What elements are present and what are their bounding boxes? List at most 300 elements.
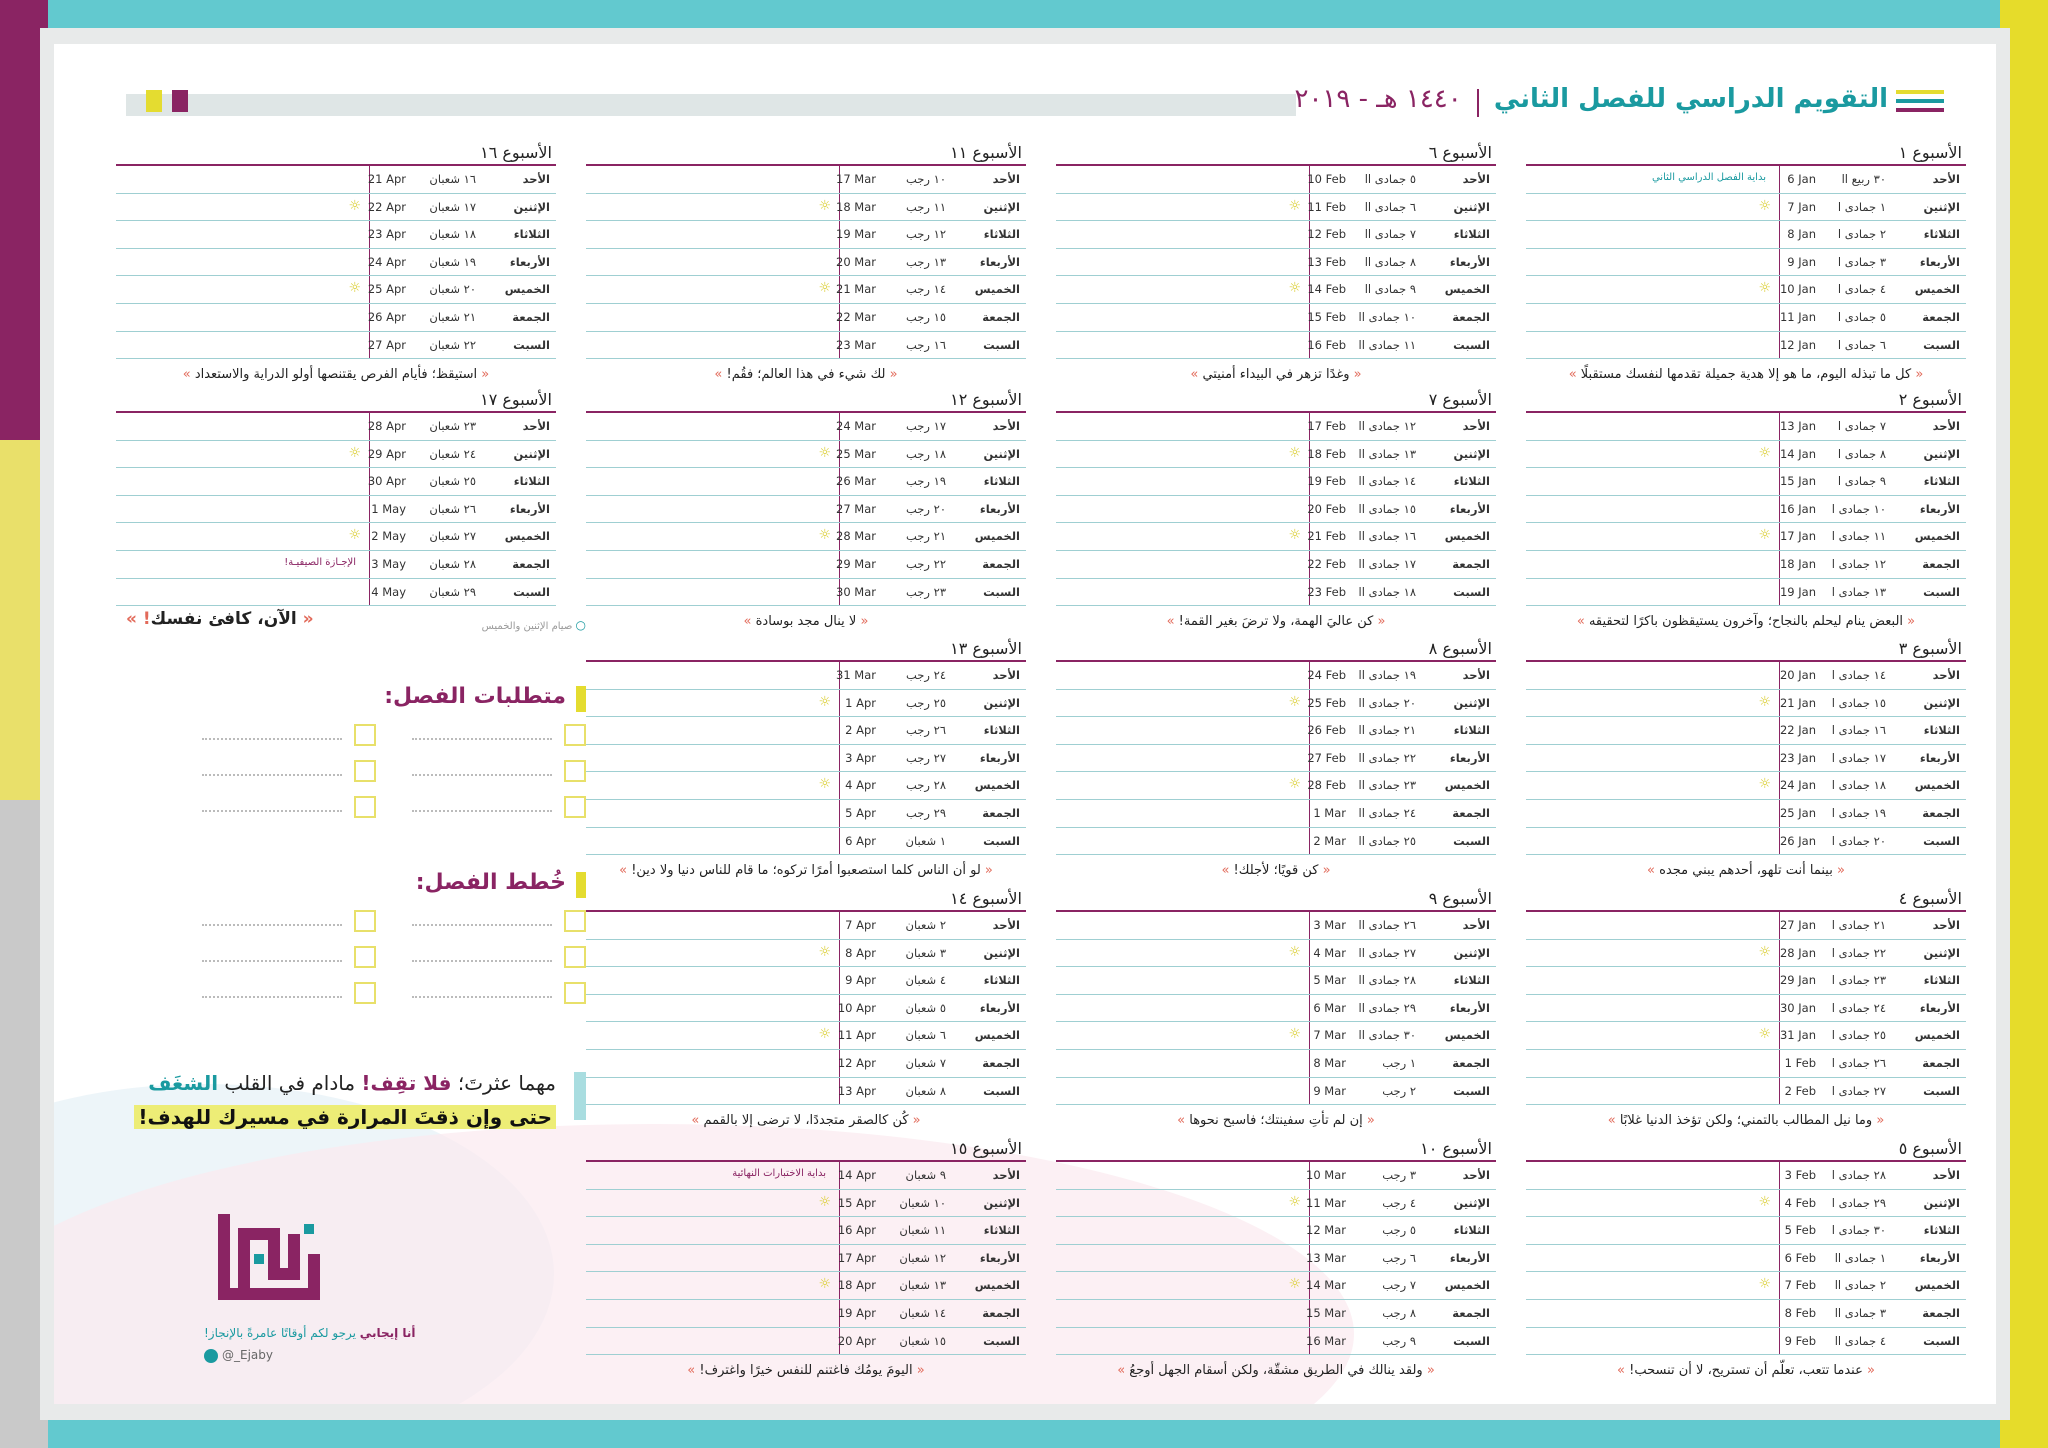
column-divider — [839, 940, 840, 967]
hijri-date: ٢٩ شعبان — [429, 584, 476, 599]
gregorian-date: 21 Jan — [1779, 695, 1816, 710]
gregorian-date: 8 Apr — [845, 945, 876, 960]
hijri-date: ٢٣ رجب — [906, 584, 946, 599]
day-row — [1056, 523, 1496, 551]
day-row — [1526, 1272, 1966, 1300]
motto-part: مهما عثرتَ؛ — [457, 1071, 556, 1095]
hijri-date: ٩ شعبان — [905, 1168, 946, 1182]
day-row — [116, 441, 556, 469]
gregorian-date: 20 Mar — [836, 254, 876, 269]
hijri-date: ٩ جمادى ll — [1364, 282, 1416, 297]
week-quote — [1526, 1113, 1966, 1131]
hijri-date: ٢٧ رجب — [906, 750, 946, 765]
quote-mark: » — [1190, 367, 1203, 383]
column-divider — [1779, 221, 1780, 248]
hijri-date: ١٦ جمادى l — [1831, 723, 1886, 738]
fasting-sun-icon: ☼ — [818, 1276, 831, 1293]
column-divider — [1779, 1217, 1780, 1244]
motto-text — [126, 1066, 586, 1134]
column-divider — [1779, 249, 1780, 276]
quote-mark: « — [908, 1113, 921, 1129]
hijri-date: ٣ رجب — [1382, 1168, 1416, 1182]
fasting-sun-icon: ☼ — [818, 197, 831, 214]
hijri-date: ٨ شعبان — [905, 1083, 946, 1098]
gregorian-date: 8 Jan — [1787, 227, 1816, 242]
column-divider — [1779, 1272, 1780, 1299]
day-name: الثلاثاء — [1453, 723, 1490, 738]
gregorian-date: 2 Mar — [1313, 833, 1346, 848]
day-row — [1526, 523, 1966, 551]
day-name: الثلاثاء — [983, 1223, 1020, 1238]
dotted-line — [202, 960, 342, 962]
hijri-date: ٣٠ جمادى ll — [1358, 1028, 1416, 1043]
day-row — [586, 1328, 1026, 1356]
gregorian-date: 21 Feb — [1307, 529, 1346, 544]
day-name: الخميس — [1914, 282, 1960, 297]
day-name: الخميس — [974, 282, 1020, 297]
checkbox[interactable] — [354, 724, 376, 746]
gregorian-date: 6 Feb — [1784, 1250, 1816, 1265]
title-separator — [1477, 89, 1479, 117]
day-name: الثلاثاء — [1923, 474, 1960, 489]
hijri-date: ٢١ جمادى l — [1831, 918, 1886, 932]
gregorian-date: 2 May — [371, 529, 406, 544]
gregorian-date: 27 Jan — [1779, 918, 1816, 932]
slogan-b: ! — [142, 609, 151, 629]
day-row — [1056, 1078, 1496, 1106]
day-row — [116, 413, 556, 441]
quote-text: استيقظ؛ فأيام الفرص يقتنصها أولو الدراية والاستعداد — [194, 367, 478, 383]
quote-mark: « — [1911, 367, 1924, 383]
title-year: ١٤٤٠ هـ - ٢٠١٩ — [1294, 84, 1462, 114]
section-bar — [576, 872, 586, 898]
hijri-date: ١١ جمادى ll — [1358, 337, 1416, 352]
day-row — [1056, 221, 1496, 249]
column-divider — [1309, 800, 1310, 827]
column-divider — [1779, 166, 1780, 193]
dotted-line — [202, 996, 342, 998]
fasting-sun-icon: ☼ — [348, 444, 361, 461]
fasting-sun-icon: ☼ — [818, 280, 831, 297]
quote-mark: » — [1177, 1113, 1190, 1129]
day-name: الإثنين — [983, 199, 1020, 214]
circle-icon: ○ — [575, 618, 586, 632]
fasting-sun-icon: ☼ — [818, 1026, 831, 1043]
day-name: الإثنين — [1453, 695, 1490, 710]
day-row — [1526, 1300, 1966, 1328]
hijri-date: ٢٢ رجب — [906, 556, 946, 571]
gregorian-date: 28 Feb — [1307, 778, 1346, 793]
column-divider — [839, 717, 840, 744]
day-row — [586, 1050, 1026, 1078]
day-row — [1526, 995, 1966, 1023]
reward-slogan — [126, 609, 586, 629]
day-name: الأحد — [992, 668, 1020, 682]
day-row — [586, 690, 1026, 718]
day-name: الأربعاء — [979, 1000, 1020, 1015]
day-name: الأربعاء — [1919, 254, 1960, 269]
hijri-date: ٤ جمادى l — [1837, 282, 1886, 297]
checkbox[interactable] — [564, 760, 586, 782]
quote-text: وغدًا تزهر في البيداء أمنيتي — [1202, 367, 1350, 383]
gregorian-date: 24 Jan — [1779, 778, 1816, 793]
day-row — [586, 304, 1026, 332]
day-row — [1056, 579, 1496, 607]
hijri-date: ٢٧ جمادى ll — [1358, 945, 1416, 960]
day-name: الجمعة — [1452, 309, 1490, 324]
fasting-sun-icon: ☼ — [1758, 776, 1771, 793]
day-row — [1056, 1300, 1496, 1328]
quote-mark: « — [912, 1363, 925, 1379]
day-name: الأربعاء — [979, 254, 1020, 269]
week-block — [1056, 389, 1496, 632]
day-row — [586, 940, 1026, 968]
hijri-date: ٢١ جمادى ll — [1358, 723, 1416, 738]
column-divider — [369, 523, 370, 550]
quote-mark: « — [1422, 1363, 1435, 1379]
week-quote — [586, 367, 1026, 385]
day-name: الأربعاء — [1449, 501, 1490, 516]
day-name: الأحد — [1462, 668, 1490, 682]
day-name: الخميس — [1444, 1278, 1490, 1293]
day-row — [1056, 1050, 1496, 1078]
day-row — [1526, 662, 1966, 690]
day-row — [116, 496, 556, 524]
day-name: الإثنين — [983, 446, 1020, 461]
column-divider — [369, 496, 370, 523]
quote-mark: « — [302, 609, 314, 629]
week-quote — [1056, 863, 1496, 881]
motto-line-2: حتى وإن ذقتَ المرارة في مسيرك للهدف! — [134, 1105, 556, 1129]
gregorian-date: 1 May — [371, 501, 406, 516]
gregorian-date: 7 Mar — [1313, 1028, 1346, 1043]
day-row — [116, 221, 556, 249]
column-divider — [1779, 1050, 1780, 1077]
hijri-date: ١٥ رجب — [906, 309, 946, 324]
day-name: الخميس — [974, 1028, 1020, 1043]
hijri-date: ١٤ شعبان — [899, 1305, 946, 1320]
quote-text: عندما تتعب، تعلّم أن تستريح، لا أن تنسحب! — [1629, 1363, 1863, 1379]
gregorian-date: 13 Mar — [1306, 1250, 1346, 1265]
slogan-a: الآن، كافئ نفسك — [150, 609, 297, 629]
fasting-sun-icon: ☼ — [1288, 943, 1301, 960]
gregorian-date: 14 Feb — [1307, 282, 1346, 297]
quote-mark: « — [1903, 614, 1916, 630]
week-quote — [1056, 614, 1496, 632]
plans-title: خُطط الفصل: — [415, 870, 566, 895]
fasting-sun-icon: ☼ — [348, 527, 361, 544]
gregorian-date: 7 Jan — [1787, 199, 1816, 214]
gregorian-date: 26 Jan — [1779, 833, 1816, 848]
day-row — [586, 1217, 1026, 1245]
hijri-date: ٤ شعبان — [905, 973, 946, 988]
gregorian-date: 2 Feb — [1784, 1083, 1816, 1098]
day-name: الأربعاء — [1919, 1250, 1960, 1265]
day-name: الأربعاء — [1449, 254, 1490, 269]
gregorian-date: 22 Apr — [367, 199, 406, 214]
hijri-date: ٢٨ شعبان — [429, 556, 476, 571]
day-row — [1526, 1078, 1966, 1106]
day-row — [1526, 332, 1966, 360]
motto-part: الشغَف — [148, 1071, 219, 1095]
day-name: الإثنين — [1453, 945, 1490, 960]
day-row — [586, 717, 1026, 745]
calendar-sheet — [54, 44, 1996, 1404]
day-row — [1056, 1272, 1496, 1300]
week-quote — [1056, 1363, 1496, 1381]
checkbox[interactable] — [354, 796, 376, 818]
gregorian-date: 26 Feb — [1307, 723, 1346, 738]
hijri-date: ٨ رجب — [1382, 1305, 1416, 1320]
gregorian-date: 5 Apr — [845, 805, 876, 820]
column-divider — [839, 690, 840, 717]
day-row — [586, 1300, 1026, 1328]
gregorian-date: 9 Mar — [1313, 1083, 1346, 1098]
checkbox[interactable] — [564, 724, 586, 746]
gregorian-date: 26 Apr — [367, 309, 406, 324]
day-name: الأربعاء — [1919, 750, 1960, 765]
gregorian-date: 23 Jan — [1779, 750, 1816, 765]
fasting-sun-icon: ☼ — [818, 693, 831, 710]
day-name: الأربعاء — [1449, 1250, 1490, 1265]
day-name: الثلاثاء — [983, 973, 1020, 988]
day-row — [586, 772, 1026, 800]
quote-mark: » — [1647, 863, 1660, 879]
quote-mark: » — [1166, 614, 1179, 630]
hijri-date: ١١ شعبان — [899, 1223, 946, 1238]
day-name: الأربعاء — [979, 1250, 1020, 1265]
quote-text: لك شيء في هذا العالم؛ فقُم! — [726, 367, 886, 383]
day-name: الإثنين — [983, 945, 1020, 960]
gregorian-date: 22 Jan — [1779, 723, 1816, 738]
fasting-sun-icon: ☼ — [1288, 1026, 1301, 1043]
day-row — [1526, 194, 1966, 222]
day-name: الخميس — [1444, 778, 1490, 793]
gregorian-date: 5 Mar — [1313, 973, 1346, 988]
hijri-date: ١٢ رجب — [906, 227, 946, 242]
day-name: الإثنين — [1923, 695, 1960, 710]
day-row — [1526, 1190, 1966, 1218]
gregorian-date: 30 Apr — [367, 474, 406, 489]
day-row — [586, 1245, 1026, 1273]
hijri-date: ١٠ شعبان — [899, 1195, 946, 1210]
day-name: السبت — [1453, 584, 1490, 599]
fasting-sun-icon: ☼ — [1758, 280, 1771, 297]
day-name: الخميس — [974, 778, 1020, 793]
hijri-date: ١٤ جمادى l — [1831, 668, 1886, 682]
day-name: الإثنين — [983, 695, 1020, 710]
column-divider — [1309, 828, 1310, 855]
gregorian-date: 15 Apr — [837, 1195, 876, 1210]
gregorian-date: 31 Jan — [1779, 1028, 1816, 1043]
gregorian-date: 28 Jan — [1779, 945, 1816, 960]
day-row — [1526, 772, 1966, 800]
day-row — [116, 332, 556, 360]
day-row — [1526, 1328, 1966, 1356]
handle-text: @_Ejaby — [222, 1348, 273, 1362]
gregorian-date: 13 Feb — [1307, 254, 1346, 269]
week-block — [586, 638, 1026, 881]
hijri-date: ١٩ رجب — [906, 474, 946, 489]
week-block — [1056, 888, 1496, 1131]
column-divider — [1309, 912, 1310, 939]
day-name: السبت — [1923, 833, 1960, 848]
hijri-date: ٢٥ رجب — [906, 695, 946, 710]
hijri-date: ٢٤ شعبان — [429, 446, 476, 461]
fasting-sun-icon: ☼ — [818, 776, 831, 793]
hijri-date: ١٨ رجب — [906, 446, 946, 461]
day-row — [1526, 828, 1966, 856]
hijri-date: ٢٠ رجب — [906, 501, 946, 516]
quote-mark: « — [1362, 1113, 1375, 1129]
page-title — [1294, 84, 1888, 117]
checkbox[interactable] — [564, 796, 586, 818]
checkbox[interactable] — [354, 760, 376, 782]
day-name: الثلاثاء — [1453, 474, 1490, 489]
hijri-date: ١٥ جمادى l — [1831, 695, 1886, 710]
hijri-date: ١٥ شعبان — [899, 1333, 946, 1348]
checkbox[interactable] — [564, 910, 586, 932]
fasting-note-text: صيام الإثنين والخميس — [481, 621, 573, 632]
gregorian-date: 9 Apr — [845, 973, 876, 988]
day-row — [586, 745, 1026, 773]
day-name: الجمعة — [1452, 805, 1490, 820]
quote-mark: » — [1117, 1363, 1130, 1379]
day-name: الأربعاء — [1919, 501, 1960, 516]
event-note: بداية الفصل الدراسي الثاني — [1651, 172, 1766, 183]
column-divider — [1779, 1078, 1780, 1105]
checkbox[interactable] — [564, 982, 586, 1004]
hijri-date: ١٠ جمادى l — [1831, 501, 1886, 516]
day-row — [1056, 166, 1496, 194]
hijri-date: ٢٢ جمادى ll — [1358, 750, 1416, 765]
hijri-date: ١٩ جمادى ll — [1358, 668, 1416, 682]
day-name: الأحد — [1932, 1168, 1960, 1182]
fasting-sun-icon: ☼ — [1758, 1276, 1771, 1293]
hijri-date: ١٤ جمادى ll — [1358, 474, 1416, 489]
checkbox[interactable] — [564, 946, 586, 968]
quote-text: كن قويًا؛ لأجلك! — [1233, 863, 1319, 879]
twitter-handle[interactable] — [204, 1348, 273, 1363]
day-row — [1056, 772, 1496, 800]
hijri-date: ٧ رجب — [1382, 1278, 1416, 1293]
day-name: السبت — [983, 1083, 1020, 1098]
quote-text: كُن كالصقر متجددًا، لا ترضى إلا بالقمم — [703, 1113, 909, 1129]
fasting-sun-icon: ☼ — [1288, 280, 1301, 297]
week-block — [116, 389, 556, 606]
day-name: الأحد — [522, 172, 550, 186]
gregorian-date: 29 Apr — [367, 446, 406, 461]
quote-mark: » — [1568, 367, 1581, 383]
quote-mark: « — [856, 614, 869, 630]
hijri-date: ١٢ شعبان — [899, 1250, 946, 1265]
day-row — [116, 523, 556, 551]
day-row — [1526, 1050, 1966, 1078]
hijri-date: ٢ جمادى l — [1837, 227, 1886, 242]
day-row — [1526, 496, 1966, 524]
quote-text: كل ما تبذله اليوم، ما هو إلا هدية جميلة تقدمها لنفسك مستقبلًا — [1580, 367, 1912, 383]
gregorian-date: 18 Jan — [1779, 556, 1816, 571]
fasting-sun-icon: ☼ — [1758, 527, 1771, 544]
hijri-date: ٢٨ جمادى l — [1831, 1168, 1886, 1182]
gregorian-date: 20 Jan — [1779, 668, 1816, 682]
day-name: الجمعة — [982, 556, 1020, 571]
hijri-date: ٢٣ جمادى l — [1831, 973, 1886, 988]
column-divider — [1779, 1245, 1780, 1272]
day-row — [1526, 413, 1966, 441]
gregorian-date: 24 Feb — [1307, 668, 1346, 682]
hijri-date: ٢٤ جمادى ll — [1358, 805, 1416, 820]
fasting-sun-icon: ☼ — [1758, 943, 1771, 960]
hijri-date: ٢٤ رجب — [906, 668, 946, 682]
week-title: الأسبوع ١٥ — [950, 1139, 1022, 1158]
quote-mark: « — [1862, 1363, 1875, 1379]
week-block — [1526, 638, 1966, 881]
day-row — [1526, 690, 1966, 718]
week-quote — [1526, 614, 1966, 632]
day-name: السبت — [1453, 833, 1490, 848]
plans-section — [126, 870, 586, 1018]
day-row — [586, 166, 1026, 194]
day-row — [1056, 940, 1496, 968]
quote-mark: » — [691, 1113, 704, 1129]
column-divider — [1309, 940, 1310, 967]
gregorian-date: 10 Jan — [1779, 282, 1816, 297]
dotted-line — [412, 996, 552, 998]
day-row — [1056, 496, 1496, 524]
week-block — [1056, 142, 1496, 385]
quote-text: إن لم تأتِ سفينتك؛ فاسبح نحوها — [1189, 1113, 1363, 1129]
day-row — [1526, 940, 1966, 968]
week-title: الأسبوع ٥ — [1898, 1139, 1962, 1158]
hijri-date: ٢٩ رجب — [906, 805, 946, 820]
column-divider — [1309, 1078, 1310, 1105]
gregorian-date: 4 May — [371, 584, 406, 599]
hijri-date: ٨ جمادى l — [1837, 446, 1886, 461]
day-name: الخميس — [1914, 1278, 1960, 1293]
twitter-icon — [204, 1349, 218, 1363]
motto-bar — [574, 1072, 586, 1120]
week-title: الأسبوع ٨ — [1428, 639, 1492, 658]
checkbox[interactable] — [354, 946, 376, 968]
day-name: الأحد — [992, 918, 1020, 932]
day-row — [1056, 662, 1496, 690]
hijri-date: ٢ جمادى ll — [1834, 1278, 1886, 1293]
checkbox[interactable] — [354, 910, 376, 932]
week-title: الأسبوع ١٣ — [950, 639, 1022, 658]
day-row — [1056, 249, 1496, 277]
week-block — [116, 142, 556, 385]
dotted-line — [412, 774, 552, 776]
week-block — [1526, 389, 1966, 632]
gregorian-date: 3 May — [371, 556, 406, 571]
gregorian-date: 5 Feb — [1784, 1223, 1816, 1238]
day-row — [1056, 468, 1496, 496]
checkbox[interactable] — [354, 982, 376, 1004]
gregorian-date: 16 Apr — [837, 1223, 876, 1238]
brand-line — [204, 1326, 416, 1340]
day-name: الثلاثاء — [1923, 1223, 1960, 1238]
gregorian-date: 11 Mar — [1306, 1195, 1346, 1210]
day-name: الخميس — [504, 282, 550, 297]
hijri-date: ٦ جمادى ll — [1364, 199, 1416, 214]
gregorian-date: 1 Apr — [845, 695, 876, 710]
gregorian-date: 9 Jan — [1787, 254, 1816, 269]
day-name: الإثنين — [1453, 446, 1490, 461]
hijri-date: ٢٣ جمادى ll — [1358, 778, 1416, 793]
fasting-sun-icon: ☼ — [1288, 444, 1301, 461]
gregorian-date: 29 Mar — [836, 556, 876, 571]
